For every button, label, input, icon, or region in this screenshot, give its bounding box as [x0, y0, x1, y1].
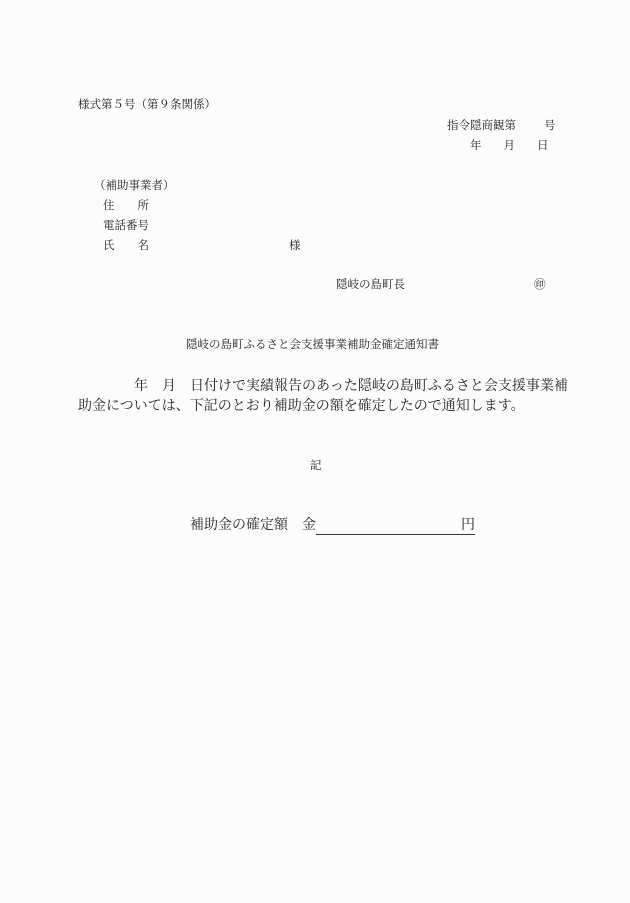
reference-suffix: 号 [544, 118, 556, 132]
date-year: 年 [470, 138, 482, 152]
amount-field [316, 516, 475, 535]
body-line-2: 助金については、下記のとおり補助金の額を確定したので通知します。 [78, 398, 525, 414]
seal-mark: ㊞ [534, 277, 546, 291]
honorific: 様 [289, 238, 301, 252]
amount-prefix: 金 [302, 517, 316, 533]
amount-label: 補助金の確定額 [190, 517, 288, 533]
address-label: 住 所 [103, 198, 149, 212]
date-line [470, 138, 549, 152]
form-number: 様式第５号（第９条関係） [78, 97, 216, 111]
amount-line [190, 516, 475, 535]
recipient-header: （補助事業者） [94, 178, 175, 192]
amount-unit: 円 [461, 517, 475, 533]
issuer-title: 隠岐の島町長 [336, 277, 405, 291]
date-month: 月 [503, 138, 515, 152]
reference-prefix: 指令隠商観第 [447, 118, 516, 132]
document-title: 隠岐の島町ふるさと会支援事業補助金確定通知書 [186, 337, 439, 351]
name-label: 氏 名 [103, 238, 149, 252]
body-text [78, 377, 568, 415]
ki-label: 記 [310, 458, 322, 472]
reference-number [447, 118, 556, 132]
phone-label: 電話番号 [103, 218, 149, 232]
body-line-1: 年 月 日付けで実績報告のあった隠岐の島町ふるさと会支援事業補 [120, 378, 568, 394]
date-day: 日 [537, 138, 549, 152]
